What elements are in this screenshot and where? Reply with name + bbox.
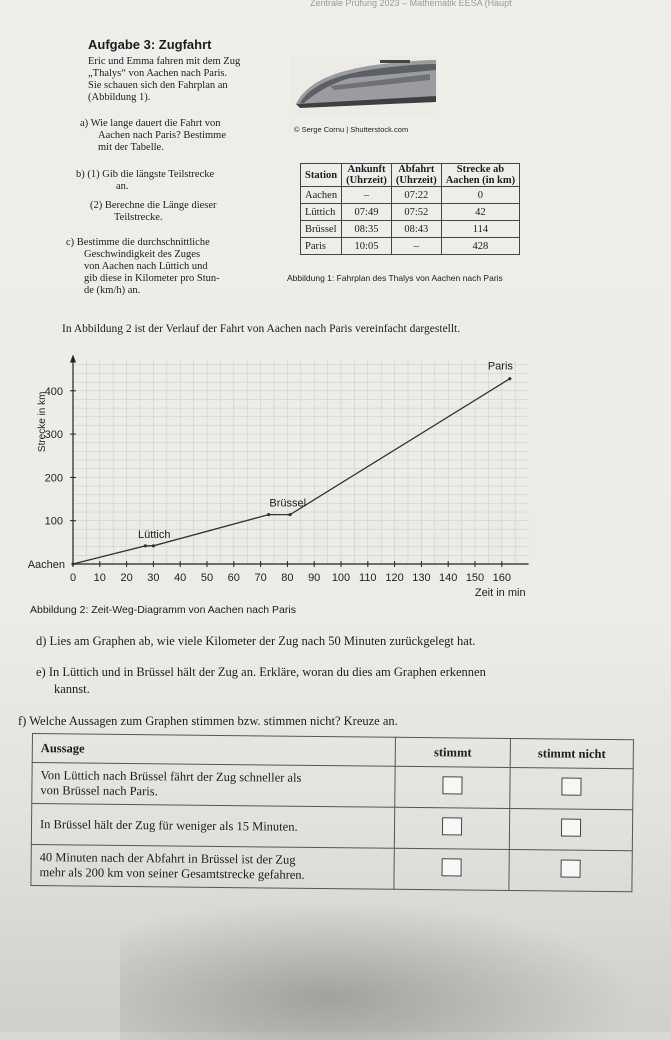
x-tick-label: 160 [492,572,511,584]
statement-2-false-checkbox[interactable] [561,819,581,837]
question-c: c) Bestimme die durchschnittliche Geschwindigkeit des Zuges von Aachen nach Lüttich und gib diese in Kilometer pro Stun- de (km/h) an. [66,237,220,296]
data-point [71,562,74,565]
table-row: Aachen – 07:22 0 [301,187,520,204]
timetable-header-departure: Abfahrt (Uhrzeit) [391,164,441,187]
x-tick-label: 70 [254,572,267,584]
answer-header-false: stimmt nicht [510,739,633,769]
photo-shadow [120,900,640,1040]
x-tick-label: 10 [93,572,106,584]
data-point [152,544,155,547]
station-label: Brüssel [269,497,307,510]
x-axis-label: Zeit in min [474,587,526,599]
timetable [300,163,520,255]
statement-2-true-checkbox[interactable] [442,817,462,835]
timetable-header-arrival: Ankunft (Uhrzeit) [342,164,392,187]
y-tick-label: 200 [44,472,63,485]
train-photo [290,56,438,116]
x-tick-label: 0 [69,572,77,584]
statement-3-false-checkbox[interactable] [561,860,581,878]
x-tick-label: 140 [439,572,458,584]
table-row [31,844,632,891]
station-label: Aachen [28,559,65,571]
data-point [267,513,270,516]
y-tick-label: 300 [44,429,63,442]
y-tick-label: 100 [44,515,63,528]
figure-1-caption: Abbildung 1: Fahrplan des Thalys von Aachen nach Paris [287,273,503,283]
statement-2: In Brüssel hält der Zug für weniger als 15 Minuten. [31,804,394,849]
station-label: Paris [487,360,513,373]
question-d: d) Lies am Graphen ab, wie viele Kilometer der Zug nach 50 Minuten zurückgelegt hat. [36,634,476,648]
x-tick-label: 80 [281,572,294,584]
data-point [508,377,511,380]
timetable-header-distance: Strecke ab Aachen (in km) [441,164,519,187]
task-title: Aufgabe 3: Zugfahrt [88,37,212,52]
table-row [32,763,633,810]
table-row: Brüssel 08:35 08:43 114 [301,221,520,238]
y-axis-label: Strecke in km [37,391,48,453]
x-tick-label: 120 [385,572,404,584]
graph-intro: In Abbildung 2 ist der Verlauf der Fahrt von Aachen nach Paris vereinfacht dargestellt. [62,323,461,335]
x-tick-label: 20 [120,572,133,584]
table-row: Paris 10:05 – 428 [301,238,520,255]
x-tick-label: 100 [331,572,351,584]
x-tick-label: 60 [227,572,240,584]
x-tick-label: 150 [465,572,485,584]
question-f: f) Welche Aussagen zum Graphen stimmen bzw. stimmen nicht? Kreuze an. [18,714,398,728]
x-tick-label: 30 [147,572,160,584]
station-label: Lüttich [138,528,171,541]
statement-3: 40 Minuten nach der Abfahrt in Brüssel ist der Zug mehr als 200 km von seiner Gesamtstrecke gefahren. [31,844,394,889]
photo-credit: © Serge Cornu | Shutterstock.com [294,125,409,134]
x-tick-label: 90 [308,572,321,584]
table-row: Lüttich 07:49 07:52 42 [301,204,520,221]
exam-header: Zentrale Prüfung 2023 – Mathematik EESA (Haupt [310,0,512,8]
intro-text: Eric und Emma fahren mit dem Zug „Thalys“ von Aachen nach Paris. Sie schauen sich den Fahrplan an (Abbildung 1). [88,56,241,103]
time-distance-chart [28,338,553,604]
x-tick-label: 50 [200,572,214,584]
question-b2: (2) Berechne die Länge dieser Teilstrecke. [90,200,217,223]
y-tick-label: 400 [44,385,63,398]
question-b1: b) (1) Gib die längste Teilstrecke an. [76,169,215,192]
statement-1-true-checkbox[interactable] [442,776,462,794]
figure-2-caption: Abbildung 2: Zeit-Weg-Diagramm von Aachen nach Paris [30,604,296,616]
data-point [288,513,291,516]
statement-1: Von Lüttich nach Brüssel fährt der Zug schneller als von Brüssel nach Paris. [32,763,395,808]
x-tick-label: 40 [174,572,187,584]
table-row [31,804,632,851]
data-point [144,544,147,547]
answer-header-true: stimmt [395,737,510,767]
statement-3-true-checkbox[interactable] [442,858,462,876]
x-tick-label: 110 [359,572,377,584]
question-a: a) Wie lange dauert die Fahrt von Aachen nach Paris? Bestimme mit der Tabelle. [80,118,226,153]
y-axis-arrow [70,354,76,362]
answer-header-statement: Aussage [32,734,395,767]
question-e: e) In Lüttich und in Brüssel hält der Zug an. Erkläre, woran du dies am Graphen erkennen kannst. [36,665,486,696]
answer-table [30,733,634,892]
timetable-header-row [301,164,520,187]
timetable-header-station: Station [301,164,342,187]
statement-1-false-checkbox[interactable] [561,778,581,796]
x-tick-label: 130 [412,572,431,584]
